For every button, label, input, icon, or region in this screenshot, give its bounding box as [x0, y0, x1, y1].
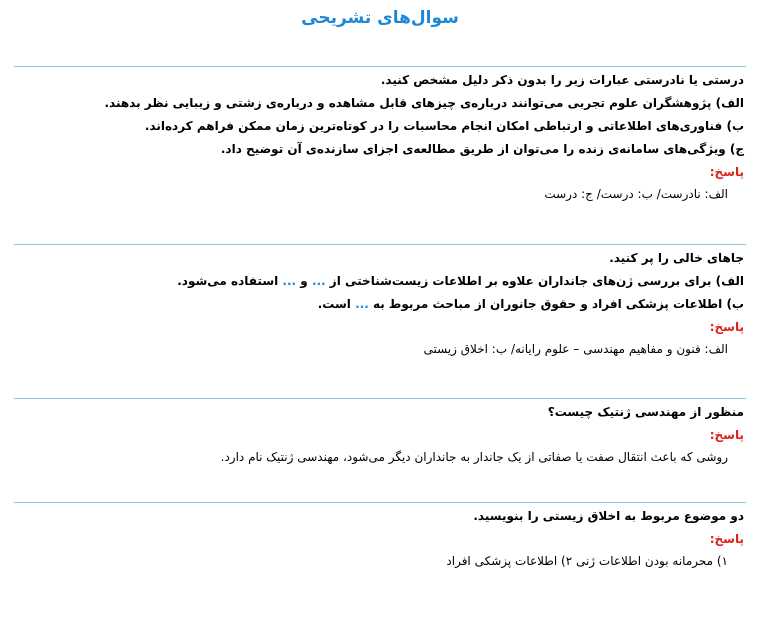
blank: ... — [282, 274, 297, 288]
question-1-item-b: ب) فناوری‌های اطلاعاتی و ارتباطی امکان انجام محاسبات را در کوتاه‌ترین زمان ممکن فراهم کرده‌اند. — [144, 119, 744, 133]
question-2-item-a — [14, 270, 746, 293]
page-title: سوال‌های تشریحی — [301, 8, 459, 28]
question-1-answer: الف: نادرست/ ب: درست/ ج: درست — [544, 187, 728, 201]
question-2-prompt: جاهای خالی را پر کنید. — [609, 251, 744, 265]
question-1-item-a: الف) پژوهشگران علوم تجربی می‌توانند درباره‌ی چیزهای قابل مشاهده و درباره‌ی زشتی و زیبایی نظر بدهند. — [104, 96, 744, 110]
question-1 — [14, 66, 746, 205]
question-2-item-b-text-2: است. — [317, 297, 356, 311]
question-1-prompt: درستی یا نادرستی عبارات زیر را بدون ذکر دلیل مشخص کنید. — [380, 73, 744, 87]
answer-label: پاسخ: — [709, 532, 744, 546]
question-2 — [14, 244, 746, 360]
question-2-item-a-text-1: الف) برای بررسی ژن‌های جانداران علاوه بر اطلاعات زیست‌شناختی از — [325, 274, 744, 288]
question-2-item-b-text-1: ب) اطلاعات پزشکی افراد و حقوق جانوران از مباحث مربوط به — [368, 297, 744, 311]
answer-label: پاسخ: — [709, 165, 744, 179]
question-2-item-a-text-3: استفاده می‌شود. — [177, 274, 283, 288]
answer-label: پاسخ: — [709, 428, 744, 442]
blank: ... — [311, 274, 326, 288]
question-3 — [14, 398, 746, 468]
question-2-item-b — [14, 293, 746, 316]
question-2-answer: الف: فنون و مفاهیم مهندسی – علوم رایانه/ ب: اخلاق زیستی — [423, 342, 728, 356]
question-4 — [14, 502, 746, 572]
blank: ... — [355, 297, 369, 311]
answer-label: پاسخ: — [709, 320, 744, 334]
question-4-prompt: دو موضوع مربوط به اخلاق زیستی را بنویسید. — [473, 509, 744, 523]
question-3-answer: روشی که باعث انتقال صفت یا صفاتی از یک جاندار به جانداران دیگر می‌شود، مهندسی ژنتیک نام دارد. — [220, 450, 728, 464]
question-2-item-a-text-2: و — [296, 274, 312, 288]
question-3-prompt: منظور از مهندسی ژنتیک چیست؟ — [547, 405, 744, 419]
question-1-item-c: ج) ویژگی‌های سامانه‌ی زنده را می‌توان از طریق مطالعه‌ی اجزای سازنده‌ی آن توضیح داد. — [220, 142, 744, 156]
question-4-answer: ۱) محرمانه بودن اطلاعات ژنی ۲) اطلاعات پزشکی افراد — [446, 554, 728, 568]
